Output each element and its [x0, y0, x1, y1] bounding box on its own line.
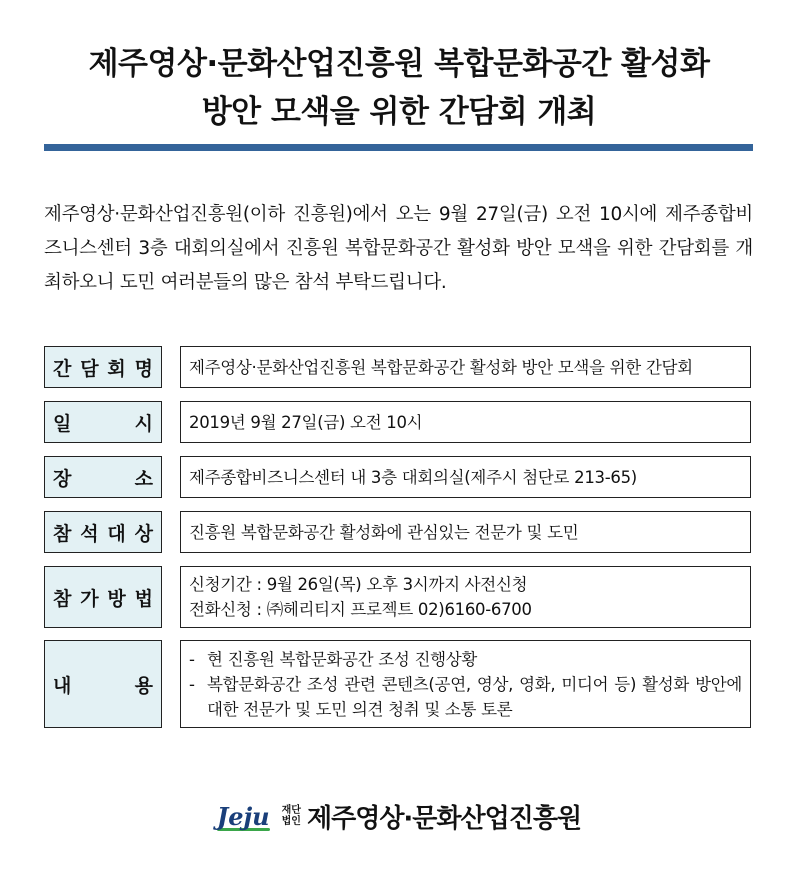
row-label-char: 일 — [53, 412, 72, 435]
footer-logo — [0, 796, 798, 836]
jeju-logo — [217, 802, 270, 831]
bullet-item — [189, 647, 742, 672]
jeju-logo-text: Jeju — [216, 801, 270, 831]
row-label-char: 소 — [134, 467, 153, 490]
row-value — [180, 640, 751, 728]
row-value-line: 제주영상·문화산업진흥원 복합문화공간 활성화 방안 모색을 위한 간담회 — [189, 357, 693, 377]
row-label — [44, 566, 162, 628]
info-row — [44, 456, 753, 498]
info-row — [44, 346, 753, 388]
bullet-text: 현 진흥원 복합문화공간 조성 진행상황 — [207, 649, 478, 669]
row-value — [180, 456, 751, 498]
row-label-char: 참 — [53, 522, 72, 545]
row-label-char: 회 — [107, 357, 126, 380]
document-title — [0, 40, 798, 136]
row-value-line: 신청기간 : 9월 26일(목) 오후 3시까지 사전신청 — [189, 575, 528, 594]
row-value-line: 2019년 9월 27일(금) 오전 10시 — [189, 412, 423, 432]
foundation-bottom: 법인 — [281, 816, 301, 827]
row-label-char: 상 — [134, 522, 153, 545]
row-value-line: 전화신청 : ㈜헤리티지 프로젝트 02)6160-6700 — [189, 600, 532, 619]
row-value — [180, 566, 751, 628]
title-divider — [44, 144, 753, 151]
row-label-char: 시 — [134, 412, 153, 435]
row-value-line: 제주종합비즈니스센터 내 3층 대회의실(제주시 첨단로 213-65) — [189, 467, 637, 487]
bullet-dash-icon: - — [189, 649, 195, 669]
row-label-char: 간 — [53, 357, 72, 380]
info-row — [44, 511, 753, 553]
foundation-mark — [282, 805, 301, 827]
row-label-char: 법 — [134, 587, 153, 610]
row-label — [44, 346, 162, 388]
row-value-line: 진흥원 복합문화공간 활성화에 관심있는 전문가 및 도민 — [189, 522, 579, 542]
row-label — [44, 401, 162, 443]
info-row — [44, 640, 753, 728]
row-label-char: 용 — [134, 674, 153, 697]
intro-paragraph: 제주영상·문화산업진흥원(이하 진흥원)에서 오는 9월 27일(금) 오전 10시에 제주종합비즈니스센터 3층 대회의실에서 진흥원 복합문화공간 활성화 방안 모색을 위한 간담회를 개최하오니 도민 여러분들의 많은 참석 부탁드립니다. — [44, 204, 753, 293]
row-label-char: 장 — [53, 467, 72, 490]
row-label-char: 명 — [134, 357, 153, 380]
row-label — [44, 640, 162, 728]
foundation-top: 재단 — [281, 805, 301, 816]
row-label-char: 대 — [107, 522, 126, 545]
info-row — [44, 566, 753, 628]
bullet-text: 복합문화공간 조성 관련 콘텐츠(공연, 영상, 영화, 미디어 등) 활성화 방안에 대한 전문가 및 도민 의견 청취 및 소통 토론 — [207, 674, 742, 719]
row-label-char: 가 — [80, 587, 99, 610]
row-label-char: 방 — [107, 587, 126, 610]
row-label — [44, 456, 162, 498]
row-value — [180, 511, 751, 553]
row-label-char: 내 — [53, 674, 72, 697]
bullet-item — [189, 672, 742, 722]
org-name: 제주영상·문화산업진흥원 — [306, 803, 582, 834]
row-value — [180, 346, 751, 388]
row-label-char: 참 — [53, 587, 72, 610]
title-line-1: 제주영상·문화산업진흥원 복합문화공간 활성화 — [88, 46, 710, 82]
title-line-2: 방안 모색을 위한 간담회 개최 — [201, 94, 597, 130]
row-label-char: 담 — [80, 357, 99, 380]
row-value — [180, 401, 751, 443]
row-label — [44, 511, 162, 553]
bullet-dash-icon: - — [189, 674, 195, 694]
info-row — [44, 401, 753, 443]
row-label-char: 석 — [80, 522, 99, 545]
